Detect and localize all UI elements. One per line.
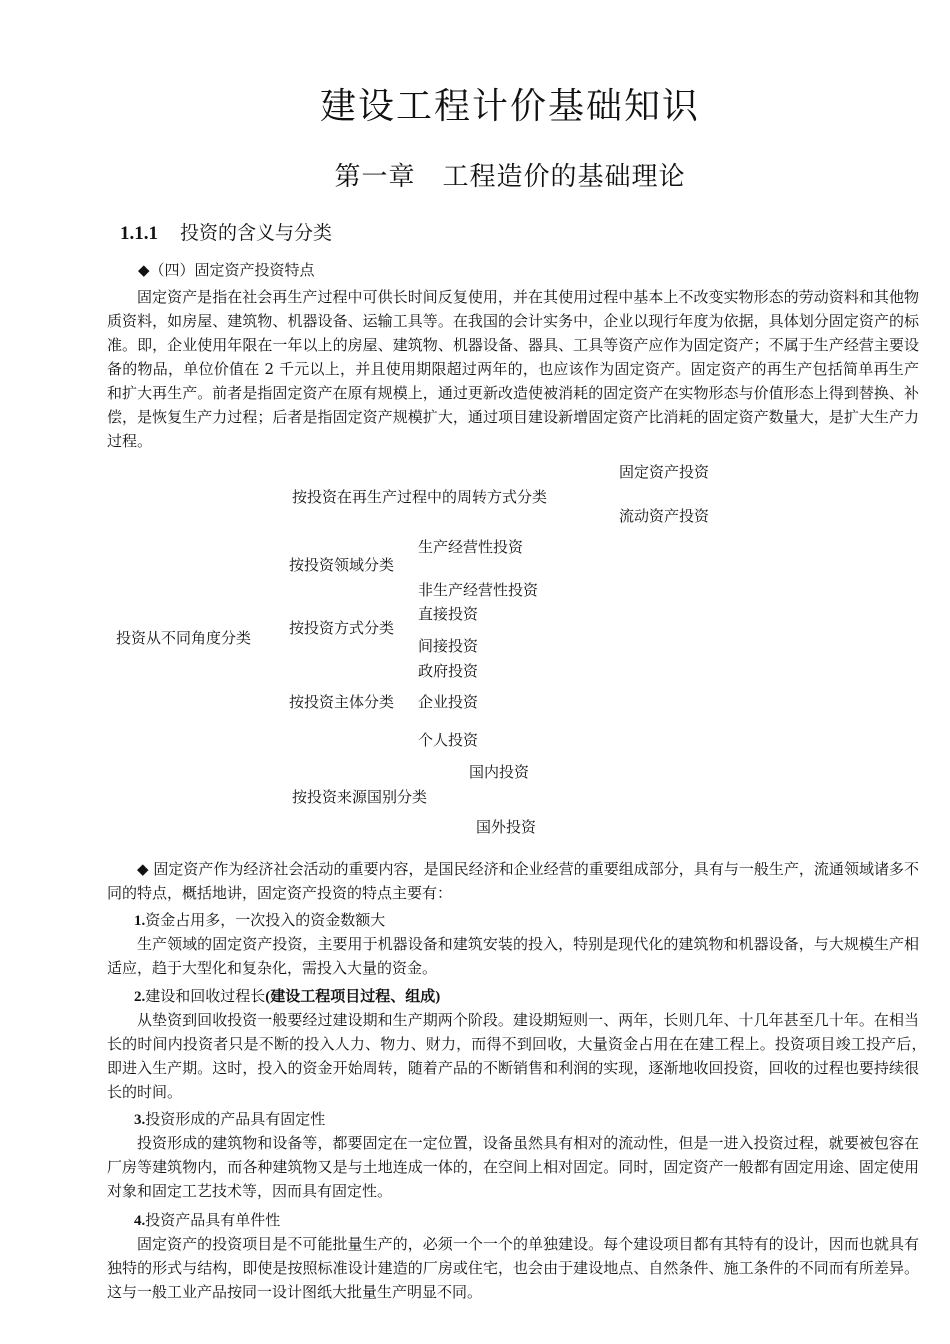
point-3-number: 3.	[134, 1112, 146, 1128]
point-2-number: 2.	[134, 989, 146, 1005]
point-2-title: 建设和回收过程长	[145, 987, 266, 1005]
chapter-heading: 第一章 工程造价的基础理论	[334, 162, 686, 192]
diagram-turnover: 按投资在再生产过程中的周转方式分类	[292, 488, 548, 506]
point-3-title: 投资形成的产品具有固定性	[145, 1110, 326, 1128]
section-heading	[120, 218, 332, 245]
diagram-subject-enterprise: 企业投资	[418, 693, 479, 711]
paragraph-fixed-asset-definition: 固定资产是指在社会再生产过程中可供长时间反复使用，并在其使用过程中基本上不改变实物形态的劳动资料和其他物质资料，如房屋、建筑物、机器设备、运输工具等。在我国的会计实务中，企业以现行年度为依据，具体划分固定资产的标准。即，企业使用年限在一年以上的房屋、建筑物、机器设备、器具、工具等资产应作为固定资产；不属于生产经营主要设备的物品，单位价值在 2 千元以上，并且使用期限超过两年的，也应该作为固定资产。固定资产的再生产包括简单再生产和扩大再生产。前者是指固定资产在原有规模上，通过更新改造使被消耗的固定资产在实物形态与价值形态上得到替换、补偿，是恢复生产力过程；后者是指固定资产规模扩大，通过项目建设新增固定资产比消耗的固定资产数量大，是扩大生产力过程。	[107, 288, 919, 450]
diagram-field-productive: 生产经营性投资	[418, 538, 524, 556]
paragraph-features-intro: ◆ 固定资产作为经济社会活动的重要内容，是国民经济和企业经营的重要组成部分，具有与一般生产，流通领域诸多不同的特点，概括地讲，固定资产投资的特点主要有：	[107, 860, 919, 902]
paragraph-point-4: 固定资产的投资项目是不可能批量生产的，必须一个一个的单独建设。每个建设项目都有其特有的设计，因而也就具有独特的形式与结构，即使是按照标准设计建造的厂房或住宅，也会由于建设地点、自然条件、施工条件的不同而有所差异。这与一般工业产品按同一设计图纸大批量生产明显不同。	[107, 1235, 919, 1301]
diagram-subject-individual: 个人投资	[418, 731, 479, 749]
diagram-subject: 按投资主体分类	[289, 693, 395, 711]
point-2-suffix: (建设工程项目过程、组成)	[265, 989, 441, 1005]
diagram-source-domestic: 国内投资	[469, 763, 530, 781]
document-title: 建设工程计价基础知识	[319, 86, 700, 127]
diagram-method-indirect: 间接投资	[418, 637, 479, 655]
diagram-field-nonproductive: 非生产经营性投资	[418, 581, 539, 599]
diagram-field: 按投资领域分类	[289, 556, 395, 574]
paragraph-point-2: 从垫资到回收投资一般要经过建设期和生产期两个阶段。建设期短则一、两年，长则几年、十几年甚至几十年。在相当长的时间内投资者只是不断的投入人力、物力、财力，而得不到回收，大量资金占用在在建工程上。投资项目竣工投产后， 即进入生产期。这时，投入的资金开始周转，随着产品的不断销售和利润的实现，逐渐地收回投资，回收的过程也要持续很长的时间。	[107, 1011, 935, 1101]
section-number: 1.1.1	[120, 223, 158, 244]
point-4-number: 4.	[134, 1213, 146, 1229]
paragraph-point-3: 投资形成的建筑物和设备等，都要固定在一定位置，设备虽然具有相对的流动性，但是一进入投资过程，就要被包容在厂房等建筑物内，而各种建筑物又是与土地连成一体的，在空间上相对固定。同时，固定资产一般都有固定用途、固定使用对象和固定工艺技术等，因而具有固定性。	[107, 1134, 919, 1200]
diagram-subject-government: 政府投资	[418, 662, 479, 680]
point-2-heading	[134, 984, 440, 1009]
subheading-fixed-asset-features: ◆（四）固定资产投资特点	[138, 261, 315, 279]
section-title: 投资的含义与分类	[180, 222, 333, 244]
diagram-source: 按投资来源国别分类	[292, 788, 428, 806]
point-1-number: 1.	[134, 913, 146, 929]
point-4-title: 投资产品具有单件性	[145, 1211, 281, 1229]
diagram-method: 按投资方式分类	[289, 619, 395, 637]
point-1-title: 资金占用多，一次投入的资金数额大	[145, 911, 386, 929]
point-3-heading	[134, 1107, 325, 1132]
diagram-turnover-current: 流动资产投资	[619, 507, 710, 525]
diagram-method-direct: 直接投资	[418, 605, 479, 623]
point-1-heading	[134, 908, 385, 933]
diagram-root: 投资从不同角度分类	[116, 629, 252, 647]
paragraph-point-1: 生产领域的固定资产投资，主要用于机器设备和建筑安装的投入，特别是现代化的建筑物和机器设备，与大规模生产相适应，趋于大型化和复杂化，需投入大量的资金。	[107, 935, 919, 977]
diagram-source-foreign: 国外投资	[476, 818, 537, 836]
diagram-turnover-fixed: 固定资产投资	[619, 463, 710, 481]
point-4-heading	[134, 1208, 280, 1233]
